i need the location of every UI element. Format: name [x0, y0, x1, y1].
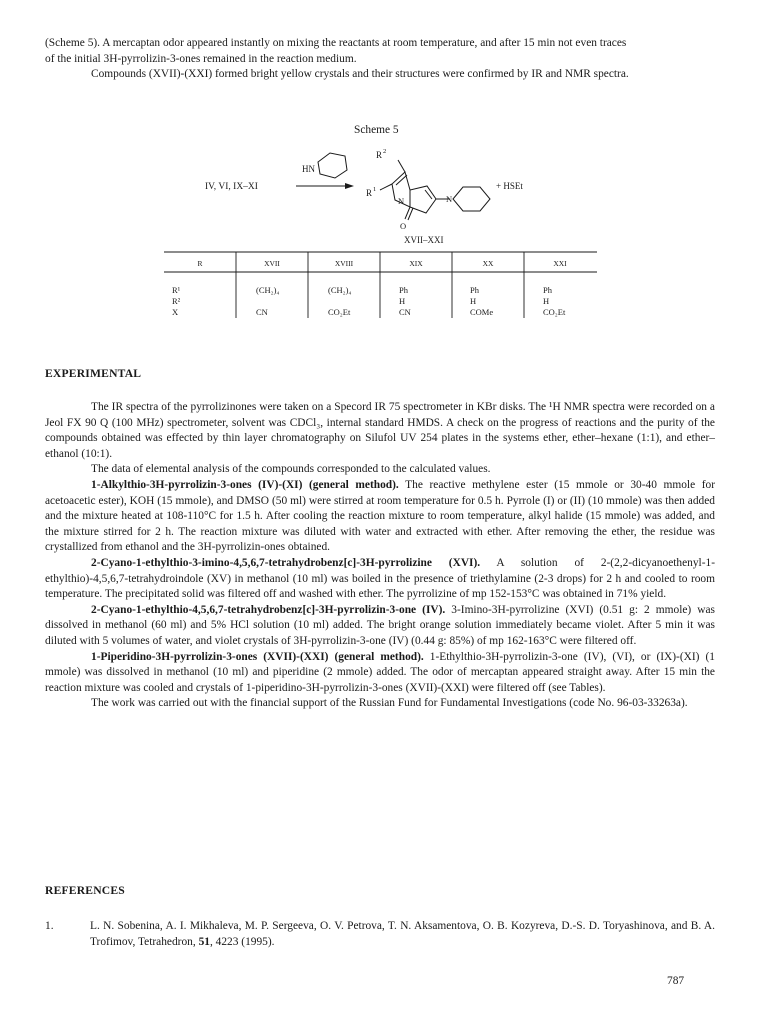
r1-bond — [380, 184, 392, 190]
r2-bond — [398, 160, 405, 172]
r1-label: R — [366, 188, 373, 198]
intro-line-2: of the initial 3H-pyrrolizin-3-ones remained in the reaction medium. — [45, 52, 357, 65]
table-header-cell: R — [197, 259, 203, 268]
procedure-3-body: 3-Imino-3H-pyrrolizine (XVI) (0.51 g: 2 mmole) was dissolved in methanol (60 ml) and 5% HCl solution (10 ml) added. The bright orange solution immediately became violet. After 5 min it was diluted with 5 volumes of water, and violet crystals of 3H-pyrrolizin-3-one (IV) (0.44 g: 85%) of mp 162-163°C were filtered off. — [45, 603, 715, 647]
ir-nmr-paragraph: The IR spectra of the pyrrolizinones were taken on a Specord IR 75 spectrometer in KBr disks. The ¹H NMR spectra were recorded on a Jeol FX 90 Q (100 MHz) spectrometer, solvent was CDCl₃, internal standard HMDS. A check on the progress of reactions and the purity of the compounds obtained was effected by thin layer chromatography on Silufol UV 254 plates in the systems ether, ether–hexane (1:1), and ether–ethanol (10:1). — [45, 401, 715, 460]
table-cell: CN — [256, 307, 268, 317]
procedure-2-title: 2-Cyano-1-ethylthio-3-imino-4,5,6,7-tetrahydrobenz[c]-3H-pyrrolizine (XVI). — [91, 556, 481, 569]
reference-authors: L. N. Sobenina, A. I. Mikhaleva, M. P. Sergeeva, O. V. Petrova, T. N. Aksamentova, O. B. Kozyreva, D.-S. D. Toryashinova, and B. A. Trofimov, Tetrahedron, — [90, 920, 715, 948]
ring-double-bond-1 — [396, 175, 407, 185]
r1-superscript: 1 — [373, 186, 377, 193]
table-cell: COMe — [470, 307, 494, 317]
table-header-cell: XX — [482, 259, 494, 268]
reaction-scheme — [0, 0, 759, 330]
reference-text — [90, 919, 715, 950]
piperidino-n-label: N — [446, 194, 453, 204]
table-row-label: X — [172, 307, 179, 317]
table-cell: (CH₂)₄ — [328, 285, 352, 295]
carbonyl-o-label: O — [400, 221, 407, 231]
table-row-label: R² — [172, 296, 181, 306]
table-cell: Ph — [543, 285, 552, 295]
intro-paragraph-2: Compounds (XVII)-(XXI) formed bright yellow crystals and their structures were confirmed by IR and NMR spectra. — [91, 68, 629, 81]
piperidine-reagent-ring — [318, 153, 347, 178]
procedure-1-paragraph — [45, 478, 715, 556]
table-cell: Ph — [470, 285, 479, 295]
reaction-arrowhead — [345, 183, 354, 189]
table-cell: CO₂Et — [328, 307, 351, 317]
elemental-paragraph: The data of elemental analysis of the compounds corresponded to the calculated values. — [91, 463, 491, 476]
experimental-body — [45, 400, 715, 712]
r2-superscript: 2 — [383, 148, 387, 155]
scheme-title: Scheme 5 — [354, 124, 399, 136]
procedure-1-body: The reactive methylene ester (15 mmole or 30-40 mmole for acetoacetic ester), KOH (15 mmole), and DMSO (50 ml) were stirred at room temperature for 0.5 h. Pyrrole (I) or (II) (10 mmole) was then added and the mixture heated at 108-110°C for 1.5 h. After cooling the reaction mixture to room temperature, alkyl halide (15 mmole) was added, and the mixture stirred for 2 h. The reaction mixture was diluted with water and extracted with ether. After removing the ether, the residue was crystallized from ethanol and the 3H-pyrrolizin-ones obtained. — [45, 478, 715, 554]
procedure-4-paragraph — [45, 650, 715, 697]
procedure-1-title: 1-Alkylthio-3H-pyrrolizin-3-ones (IV)-(XI) (general method). — [91, 478, 399, 491]
procedure-4-body: 1-Ethylthio-3H-pyrrolizin-3-one (IV), (VI), or (IX)-(XI) (1 mmole) was dissolved in methanol (10 ml) and piperidine (2 mmole) added. The odor of mercaptan appeared straight away. After 15 min the reaction mixture was cooled and crystals of 1-piperidino-3H-pyrrolizin-3-ones (XVII)-(XXI) were filtered off (see Tables). — [45, 650, 715, 694]
table-cell: H — [543, 296, 550, 306]
reagent-hn-label: HN — [302, 164, 315, 174]
table-header-cell: XIX — [409, 259, 423, 268]
table-cell: Ph — [399, 285, 408, 295]
table-cell: H — [470, 296, 477, 306]
table-cell: (CH₂)₄ — [256, 285, 280, 295]
funding-paragraph: The work was carried out with the financial support of the Russian Fund for Fundamental Investigations (code No. 96-03-33263a). — [91, 697, 688, 710]
byproduct-label: + HSEt — [496, 181, 523, 191]
r2-label: R — [376, 150, 383, 160]
reference-pages-year: , 4223 (1995). — [209, 935, 275, 948]
table-header-cell: XXI — [553, 259, 567, 268]
ring-n-label: N — [398, 196, 405, 206]
page-number: 787 — [667, 975, 685, 987]
table-row-label: R¹ — [172, 285, 181, 295]
procedure-2-body: A solution of 2-(2,2-dicyanoethenyl-1-ethylthio)-4,5,6,7-tetrahydroindole (XV) in methanol (10 ml) was boiled in the presence of triethylamine (2-3 drops) for 2 h and cooled to room temperature. The precipitated solid was filtered off and washed with ether. The pyrrolizine of mp 152-153°C was obtained in 71% yield. — [45, 556, 715, 601]
reactant-label: IV, VI, IX–XI — [205, 182, 258, 192]
procedure-3-paragraph — [45, 603, 715, 650]
reference-volume: 51 — [198, 935, 210, 948]
procedure-4-title: 1-Piperidino-3H-pyrrolizin-3-ones (XVII)-(XXI) (general method). — [91, 650, 424, 663]
piperidino-ring — [453, 187, 490, 211]
table-cell: H — [399, 296, 406, 306]
reference-item — [45, 919, 715, 953]
reference-number: 1. — [45, 920, 54, 932]
references-heading: REFERENCES — [45, 884, 125, 897]
table-cell: CN — [399, 307, 411, 317]
procedure-3-title: 2-Cyano-1-ethylthio-4,5,6,7-tetrahydrobenz[c]-3H-pyrrolizin-3-one (IV). — [91, 603, 446, 616]
intro-line-1: (Scheme 5). A mercaptan odor appeared instantly on mixing the reactants at room temperature, and after 15 min not even traces — [45, 37, 627, 49]
experimental-heading: EXPERIMENTAL — [45, 367, 142, 380]
pyrrolizinone-right-ring — [410, 186, 436, 213]
product-label: XVII–XXI — [404, 235, 444, 245]
table-cell: CO₂Et — [543, 307, 566, 317]
table-header-cell: XVIII — [334, 259, 354, 268]
table-header-cell: XVII — [264, 259, 280, 268]
procedure-2-paragraph — [45, 556, 715, 603]
